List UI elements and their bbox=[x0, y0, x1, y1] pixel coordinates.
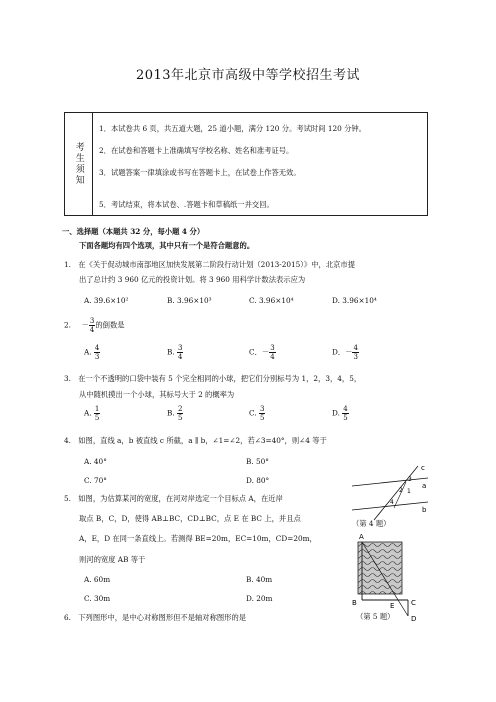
q2-stem-text: 的倒数是 bbox=[95, 320, 125, 330]
notice-item-5: 5．考试结束，将本试卷、.答题卡和草稿纸一并交回。 bbox=[99, 200, 274, 209]
q2-option-a-numerator: 4 bbox=[94, 344, 100, 352]
q5-stem-line2: 取点 B，C，D，使得 AB⊥BC，CD⊥BC，点 E 在 BC 上，并且点 bbox=[79, 514, 301, 523]
q3-option-d-label: D. bbox=[332, 408, 340, 418]
notice-side-label-cell bbox=[65, 113, 93, 215]
q2-option-d-numerator: 4 bbox=[353, 344, 358, 352]
q2-option-d-denominator: 3 bbox=[353, 353, 358, 361]
q4-option-a: A. 40° bbox=[84, 457, 107, 466]
q2-option-a bbox=[84, 344, 100, 361]
q3-option-d-numerator: 4 bbox=[343, 405, 348, 413]
q5-stem-line1: 5. 如图，为估算某河的宽度，在河对岸选定一个目标点 A，在近岸 bbox=[64, 494, 283, 503]
q2-fraction-numerator: 3 bbox=[89, 317, 95, 325]
q2-option-c-denominator: 4 bbox=[270, 353, 275, 361]
label-c: c bbox=[421, 464, 425, 472]
q4-option-b: B. 50° bbox=[246, 457, 269, 466]
q2-option-d bbox=[332, 344, 359, 361]
q5-figure bbox=[350, 530, 430, 622]
q5-option-b: B. 40m bbox=[246, 575, 273, 584]
exam-notice-box bbox=[64, 112, 428, 216]
q4-stem: 4. 如图，直线 a，b 被直线 c 所截，a ∥ b，∠1=∠2，若∠3=40°，则∠4 等于 bbox=[64, 436, 327, 445]
label-point-c: C bbox=[411, 599, 416, 607]
q2-option-b-numerator: 3 bbox=[178, 344, 183, 352]
notice-item-2: 2．在试卷和答题卡上准确填写学校名称、姓名和准考证号。 bbox=[99, 146, 294, 155]
label-b: b bbox=[422, 506, 427, 514]
label-a: a bbox=[422, 482, 427, 490]
section-heading: 一、选择题（本题共 32 分，每小题 4 分） bbox=[62, 227, 205, 236]
q2-option-b bbox=[167, 344, 183, 361]
q2-option-c bbox=[249, 344, 276, 361]
q5-stem-line4: 则河的宽度 AB 等于 bbox=[79, 555, 146, 564]
q4-option-c: C. 70° bbox=[84, 476, 107, 485]
label-point-d: D bbox=[411, 615, 417, 622]
q2-option-b-denominator: 4 bbox=[178, 353, 183, 361]
label-angle-1: 1 bbox=[407, 488, 411, 495]
q2-option-b-label: B. bbox=[167, 347, 175, 357]
q2-minus: － bbox=[81, 320, 89, 330]
q5-stem-line3: A，E，D 在同一条直线上。若测得 BE=20m，EC=10m，CD=20m， bbox=[79, 534, 317, 543]
q2-number: 2. bbox=[64, 320, 71, 330]
q3-stem-line1: 3. 在一个不透明的口袋中装有 5 个完全相同的小球，把它们分别标号为 1，2，3，4，5， bbox=[64, 374, 362, 383]
label-angle-4: 4 bbox=[390, 499, 394, 506]
q2-option-c-label: C．－ bbox=[249, 347, 270, 357]
q4-option-d: D. 80° bbox=[246, 476, 270, 485]
q1-stem-line1: 1. 在《关于促动城市南部地区加快发展第二阶段行动计划（2013-2015）》中，北京市提 bbox=[64, 260, 356, 269]
q3-option-a-denominator: 5 bbox=[94, 414, 100, 422]
q2-option-d-label: D．－ bbox=[332, 347, 353, 357]
q3-option-a-label: A. bbox=[84, 408, 92, 418]
q5-option-d: D. 20m bbox=[246, 594, 273, 603]
q3-option-a bbox=[84, 405, 100, 422]
notice-item-3: 3．试题答案一律填涂或书写在答题卡上，在试卷上作答无效。 bbox=[99, 168, 301, 177]
q3-option-c-denominator: 5 bbox=[259, 414, 265, 422]
q3-option-c-numerator: 3 bbox=[259, 405, 265, 413]
label-angle-2: 2 bbox=[399, 487, 403, 494]
q3-option-c bbox=[249, 405, 265, 422]
q1-option-b: B. 3.96×10³ bbox=[167, 296, 212, 305]
label-point-a: A bbox=[359, 533, 364, 541]
notice-item-1: 1．本试卷共 6 页，共五道大题，25 道小题，满分 120 分。考试时间 120 分钟。 bbox=[99, 124, 366, 133]
label-angle-3: 3 bbox=[408, 476, 412, 483]
q1-option-c: C. 3.96×10⁴ bbox=[249, 296, 294, 305]
river-waves bbox=[358, 542, 402, 594]
q3-option-b bbox=[167, 405, 183, 422]
q4-figure bbox=[344, 462, 430, 524]
q3-stem-line2: 从中随机摸出一个小球，其标号大于 2 的概率为 bbox=[79, 390, 235, 399]
label-point-e: E bbox=[390, 602, 395, 610]
q3-option-d bbox=[332, 405, 349, 422]
q4-figure-caption: （第 4 题） bbox=[352, 519, 391, 528]
q1-stem-line2: 出了总计约 3 960 亿元的投资计划。将 3 960 用科学计数法表示应为 bbox=[79, 275, 306, 284]
q2-option-c-numerator: 3 bbox=[270, 344, 275, 352]
q1-option-a: A. 39.6×10² bbox=[84, 296, 129, 305]
q6-stem: 6. 下列图形中，是中心对称图形但不是轴对称图形的是 bbox=[64, 613, 247, 622]
q2-stem bbox=[64, 317, 125, 334]
q3-option-a-numerator: 1 bbox=[94, 405, 100, 413]
q2-option-a-label: A. bbox=[84, 347, 92, 357]
q3-option-b-numerator: 2 bbox=[178, 405, 183, 413]
section-subheading: 下面各题均有四个选项，其中只有一个是符合题意的。 bbox=[79, 241, 255, 250]
line-a bbox=[352, 478, 428, 486]
q5-figure-caption: （第 5 题） bbox=[356, 612, 395, 621]
q5-option-c: C. 30m bbox=[84, 594, 111, 603]
label-point-b: B bbox=[352, 599, 357, 607]
q1-option-d: D. 3.96×10⁴ bbox=[332, 296, 377, 305]
q2-option-a-denominator: 3 bbox=[94, 353, 100, 361]
q3-option-b-label: B. bbox=[167, 408, 175, 418]
page-title: 2013年北京市高级中等学校招生考试 bbox=[135, 68, 361, 83]
auxiliary-line bbox=[394, 482, 406, 508]
line-c bbox=[374, 466, 418, 520]
q5-option-a: A. 60m bbox=[84, 575, 111, 584]
q3-option-c-label: C. bbox=[249, 408, 257, 418]
notice-side-label: 考生须知 bbox=[73, 142, 84, 186]
q2-fraction-denominator: 4 bbox=[89, 326, 95, 334]
q3-option-b-denominator: 5 bbox=[178, 414, 183, 422]
q3-option-d-denominator: 5 bbox=[343, 414, 348, 422]
